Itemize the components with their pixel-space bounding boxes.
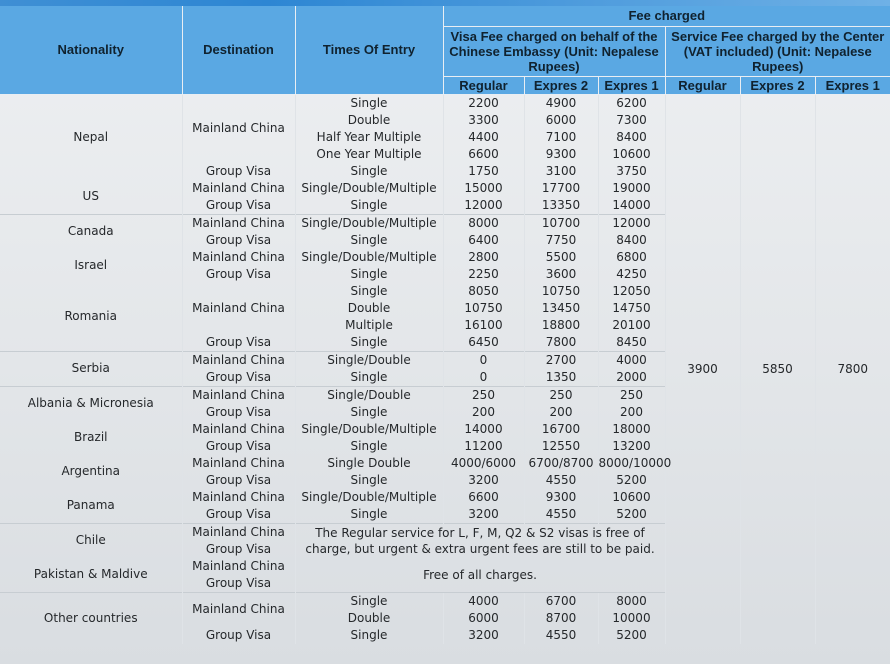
destination-cell: Group Visa <box>182 232 295 249</box>
service-expres1-cell: 7800 <box>815 94 890 644</box>
visa-expres1-cell: 8000 <box>598 592 665 610</box>
nationality-cell: Serbia <box>0 351 182 386</box>
service-expres2-cell: 5850 <box>740 94 815 644</box>
nationality-cell: Israel <box>74 258 108 272</box>
visa-expres2-cell: 8700 <box>524 610 598 627</box>
visa-expres1-cell: 10600 <box>598 489 665 506</box>
visa-regular-cell: 3200 <box>443 472 524 489</box>
entry-cell: Double <box>295 610 443 627</box>
visa-expres2-cell: 6000 <box>524 112 598 129</box>
visa-regular-cell: 0 <box>443 369 524 387</box>
entry-cell: Single <box>295 232 443 249</box>
visa-expres2-cell: 9300 <box>524 489 598 506</box>
table-row <box>0 94 890 112</box>
visa-expres1-cell: 8400 <box>598 129 665 146</box>
visa-expres1-cell: 14000 <box>598 197 665 215</box>
visa-expres2-cell: 9300 <box>524 146 598 163</box>
nationality-cell: Pakistan & Maldive <box>33 567 148 581</box>
destination-cell: Mainland China <box>182 351 295 369</box>
visa-expres1-cell: 5200 <box>598 627 665 644</box>
entry-cell: Single <box>295 438 443 455</box>
entry-cell: Single <box>295 163 443 180</box>
visa-expres1-cell: 13200 <box>598 438 665 455</box>
destination-cell: Mainland China <box>182 558 295 575</box>
visa-fee-table <box>0 6 890 644</box>
entry-cell: Single <box>295 506 443 524</box>
destination-cell: Group Visa <box>182 541 295 558</box>
destination-cell: Mainland China <box>182 455 295 472</box>
visa-regular-cell: 4400 <box>443 129 524 146</box>
visa-expres1-cell: 8400 <box>598 232 665 249</box>
destination-cell: Mainland China <box>182 214 295 232</box>
nationality-cell: Nepal <box>0 94 182 180</box>
entry-cell: Single <box>295 472 443 489</box>
visa-expres2-cell: 1350 <box>524 369 598 387</box>
entry-cell: Single <box>295 94 443 112</box>
visa-expres1-cell: 10600 <box>598 146 665 163</box>
visa-expres2-cell: 3100 <box>524 163 598 180</box>
destination-cell: Mainland China <box>182 283 295 334</box>
header-service-regular: Regular <box>665 76 740 94</box>
entry-cell: Single/Double/Multiple <box>295 249 443 266</box>
visa-regular-cell: 200 <box>443 404 524 421</box>
entry-cell: One Year Multiple <box>295 146 443 163</box>
visa-regular-cell: 0 <box>443 351 524 369</box>
visa-expres2-cell: 10750 <box>524 283 598 300</box>
visa-expres1-cell: 3750 <box>598 163 665 180</box>
entry-cell: Single/Double/Multiple <box>295 489 443 506</box>
visa-expres1-cell: 5200 <box>598 472 665 489</box>
entry-cell: Single/Double <box>295 351 443 369</box>
nationality-cell: Albania & Micronesia <box>0 386 182 421</box>
header-visa-expres-1: Expres 1 <box>598 76 665 94</box>
visa-expres2-cell: 18800 <box>524 317 598 334</box>
destination-cell: Mainland China <box>182 489 295 506</box>
destination-cell: Group Visa <box>182 627 295 644</box>
header-times-of-entry: Times Of Entry <box>295 6 443 94</box>
visa-expres1-cell: 4250 <box>598 266 665 283</box>
destination-cell: Mainland China <box>182 180 295 197</box>
destination-cell: Group Visa <box>182 369 295 387</box>
header-destination: Destination <box>182 6 295 94</box>
destination-cell: Mainland China <box>182 94 295 163</box>
visa-expres1-cell: 20100 <box>598 317 665 334</box>
visa-expres2-cell: 7100 <box>524 129 598 146</box>
visa-expres2-cell: 6700 <box>524 592 598 610</box>
visa-regular-cell: 16100 <box>443 317 524 334</box>
entry-cell: Half Year Multiple <box>295 129 443 146</box>
visa-expres1-cell: 7300 <box>598 112 665 129</box>
visa-expres1-cell: 2000 <box>598 369 665 387</box>
visa-regular-cell: 10750 <box>443 300 524 317</box>
visa-expres1-cell: 10000 <box>598 610 665 627</box>
destination-cell: Mainland China <box>182 249 295 266</box>
nationality-cell: Panama <box>66 498 115 512</box>
destination-cell: Mainland China <box>182 592 295 627</box>
visa-expres1-cell: 12000 <box>598 214 665 232</box>
visa-regular-cell: 250 <box>443 386 524 404</box>
visa-regular-cell: 1750 <box>443 163 524 180</box>
header-service-expres-1: Expres 1 <box>815 76 890 94</box>
header-service-fee: Service Fee charged by the Center (VAT included) (Unit: Nepalese Rupees) <box>665 26 890 76</box>
visa-expres1-cell: 4000 <box>598 351 665 369</box>
visa-regular-cell: 2250 <box>443 266 524 283</box>
entry-cell: Single <box>295 334 443 352</box>
entry-cell: Double <box>295 112 443 129</box>
destination-cell: Group Visa <box>182 334 295 352</box>
service-regular-cell: 3900 <box>665 94 740 644</box>
visa-expres2-cell: 10700 <box>524 214 598 232</box>
nationality-cell: Chile <box>0 523 182 558</box>
destination-cell: Mainland China <box>182 386 295 404</box>
visa-expres2-cell: 12550 <box>524 438 598 455</box>
visa-regular-cell: 2800 <box>443 249 524 266</box>
entry-cell: Multiple <box>295 317 443 334</box>
visa-regular-cell: 6600 <box>443 489 524 506</box>
visa-expres1-cell: 5200 <box>598 506 665 524</box>
destination-cell: Group Visa <box>182 197 295 215</box>
visa-expres2-cell: 6700/8700 <box>524 455 598 472</box>
visa-regular-cell: 6400 <box>443 232 524 249</box>
pakistan-fee-note: Free of all charges. <box>295 558 665 593</box>
destination-cell: Group Visa <box>182 266 295 283</box>
visa-expres1-cell: 18000 <box>598 421 665 438</box>
nationality-cell: US <box>82 189 99 203</box>
nationality-cell: Argentina <box>61 464 121 478</box>
visa-regular-cell: 11200 <box>443 438 524 455</box>
header-fee-charged: Fee charged <box>443 6 890 26</box>
visa-expres2-cell: 4900 <box>524 94 598 112</box>
destination-cell: Group Visa <box>182 575 295 593</box>
visa-regular-cell: 14000 <box>443 421 524 438</box>
entry-cell: Single <box>295 404 443 421</box>
nationality-cell: Other countries <box>0 592 182 644</box>
visa-regular-cell: 4000/6000 <box>443 455 524 472</box>
entry-cell: Single/Double/Multiple <box>295 180 443 197</box>
destination-cell: Mainland China <box>182 421 295 438</box>
visa-expres1-cell: 6800 <box>598 249 665 266</box>
entry-cell: Single <box>295 592 443 610</box>
visa-expres2-cell: 4550 <box>524 627 598 644</box>
visa-expres2-cell: 13350 <box>524 197 598 215</box>
visa-expres2-cell: 5500 <box>524 249 598 266</box>
visa-expres2-cell: 200 <box>524 404 598 421</box>
nationality-cell: Brazil <box>74 430 108 444</box>
nationality-cell: Canada <box>0 214 182 249</box>
visa-regular-cell: 4000 <box>443 592 524 610</box>
entry-cell: Single/Double/Multiple <box>295 214 443 232</box>
visa-expres1-cell: 200 <box>598 404 665 421</box>
visa-regular-cell: 15000 <box>443 180 524 197</box>
visa-expres1-cell: 6200 <box>598 94 665 112</box>
header-nationality: Nationality <box>0 6 182 94</box>
entry-cell: Single/Double <box>295 386 443 404</box>
chile-fee-note: The Regular service for L, F, M, Q2 & S2 visas is free of charge, but urgent & extra urgent fees are still to be paid. <box>295 523 665 558</box>
entry-cell: Single/Double/Multiple <box>295 421 443 438</box>
header-visa-expres-2: Expres 2 <box>524 76 598 94</box>
visa-expres1-cell: 12050 <box>598 283 665 300</box>
entry-cell: Single <box>295 197 443 215</box>
destination-cell: Group Visa <box>182 404 295 421</box>
visa-regular-cell: 8050 <box>443 283 524 300</box>
visa-expres2-cell: 4550 <box>524 506 598 524</box>
visa-regular-cell: 12000 <box>443 197 524 215</box>
visa-expres1-cell: 8450 <box>598 334 665 352</box>
visa-regular-cell: 6450 <box>443 334 524 352</box>
visa-regular-cell: 3300 <box>443 112 524 129</box>
nationality-cell: Romania <box>64 309 117 323</box>
visa-expres2-cell: 16700 <box>524 421 598 438</box>
visa-expres2-cell: 4550 <box>524 472 598 489</box>
visa-expres2-cell: 7800 <box>524 334 598 352</box>
visa-regular-cell: 6600 <box>443 146 524 163</box>
header-service-expres-2: Expres 2 <box>740 76 815 94</box>
destination-cell: Group Visa <box>182 438 295 455</box>
visa-expres2-cell: 250 <box>524 386 598 404</box>
visa-regular-cell: 3200 <box>443 627 524 644</box>
entry-cell: Single <box>295 369 443 387</box>
entry-cell: Double <box>295 300 443 317</box>
visa-regular-cell: 8000 <box>443 214 524 232</box>
header-visa-regular: Regular <box>443 76 524 94</box>
destination-cell: Group Visa <box>182 163 295 180</box>
destination-cell: Group Visa <box>182 472 295 489</box>
visa-expres1-cell: 250 <box>598 386 665 404</box>
visa-expres1-cell: 8000/10000 <box>598 455 672 470</box>
visa-expres2-cell: 13450 <box>524 300 598 317</box>
visa-expres1-cell: 14750 <box>598 300 665 317</box>
visa-expres2-cell: 2700 <box>524 351 598 369</box>
entry-cell: Single <box>295 266 443 283</box>
visa-regular-cell: 3200 <box>443 506 524 524</box>
visa-expres1-cell: 19000 <box>598 180 665 197</box>
header-visa-fee: Visa Fee charged on behalf of the Chinese Embassy (Unit: Nepalese Rupees) <box>443 26 665 76</box>
entry-cell: Single Double <box>295 455 443 472</box>
visa-expres2-cell: 3600 <box>524 266 598 283</box>
destination-cell: Mainland China <box>182 523 295 541</box>
destination-cell: Group Visa <box>182 506 295 524</box>
entry-cell: Single <box>295 283 443 300</box>
visa-regular-cell: 2200 <box>443 94 524 112</box>
visa-regular-cell: 6000 <box>443 610 524 627</box>
entry-cell: Single <box>295 627 443 644</box>
visa-expres2-cell: 7750 <box>524 232 598 249</box>
visa-expres2-cell: 17700 <box>524 180 598 197</box>
